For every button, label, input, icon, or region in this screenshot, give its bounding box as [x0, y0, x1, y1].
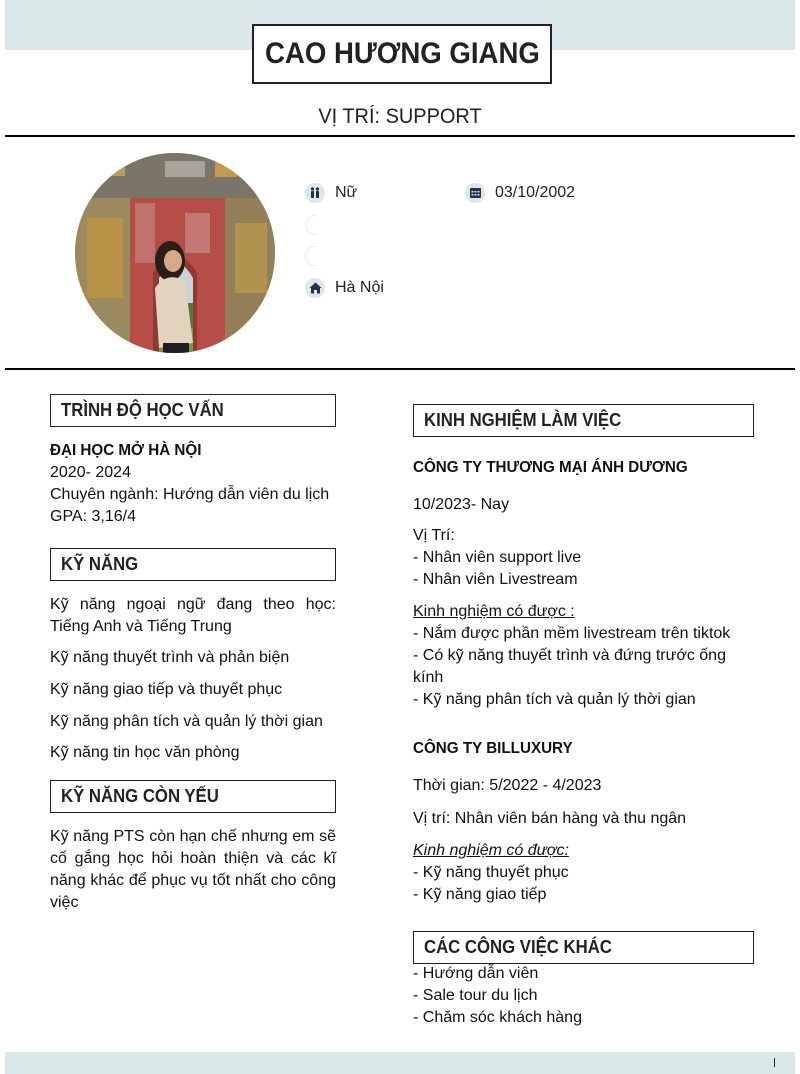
- education-years: 2020- 2024: [50, 464, 131, 481]
- address-value: Hà Nội: [335, 279, 384, 296]
- page-marker: [774, 1058, 775, 1067]
- gained-item: - Kỹ năng phân tích và quản lý thời gian: [413, 691, 696, 708]
- blank-icon: [305, 215, 317, 235]
- gained-item: kính: [413, 669, 444, 686]
- skill-item: Kỹ năng giao tiếp và thuyết phục: [50, 681, 283, 698]
- people-icon: [305, 183, 325, 203]
- calendar-icon: [465, 183, 485, 203]
- avatar-photo: [75, 153, 275, 353]
- hidden-row-1: [305, 215, 327, 235]
- hidden-row-2: [305, 246, 327, 266]
- divider-middle: [5, 368, 795, 370]
- education-gpa: GPA: 3,16/4: [50, 508, 136, 525]
- weak-skills-heading: KỸ NĂNG CÒN YẾU: [50, 780, 336, 813]
- gender-value: Nữ: [335, 184, 358, 201]
- footer-band: [5, 1052, 795, 1074]
- avatar: [75, 153, 275, 353]
- education-major: Chuyên ngành: Hướng dẫn viên du lịch: [50, 486, 330, 503]
- skill-item: Kỹ năng tin học văn phòng: [50, 744, 240, 761]
- gender-row: [305, 183, 357, 203]
- gained-item: - Kỹ năng thuyết phục: [413, 864, 569, 881]
- job-position: VỊ TRÍ: SUPPORT: [318, 105, 482, 128]
- job-gained: [413, 601, 730, 711]
- birthday-value: 03/10/2002: [495, 184, 576, 201]
- job-period: Thời gian: 5/2022 - 4/2023: [413, 777, 602, 794]
- job-company: CÔNG TY THƯƠNG MẠI ÁNH DƯƠNG: [413, 459, 688, 476]
- gained-item: - Có kỹ năng thuyết trình và đứng trước ống: [413, 647, 726, 664]
- job-roles: Vị Trí: - Nhân viên support live - Nhân viên Livestream: [413, 525, 581, 591]
- name-box: [252, 24, 552, 84]
- other-jobs-heading: CÁC CÔNG VIỆC KHÁC: [413, 931, 754, 964]
- education-body: [50, 440, 340, 528]
- job-gained: [413, 840, 569, 906]
- other-job-item: - Hướng dẫn viên: [413, 965, 539, 982]
- gained-label: Kinh nghiệm có được :: [413, 603, 575, 620]
- divider-top: [5, 135, 795, 137]
- gained-item: - Kỹ năng giao tiếp: [413, 886, 547, 903]
- job-role: Vị trí: Nhân viên bán hàng và thu ngân: [413, 810, 687, 827]
- other-job-item: - Sale tour du lịch: [413, 987, 538, 1004]
- skill-item: Kỹ năng ngoại ngữ đang theo học: Tiếng Anh và Tiếng Trung: [50, 596, 336, 635]
- other-jobs-list: [413, 963, 582, 1029]
- gained-label: Kinh nghiệm có được:: [413, 842, 569, 859]
- job-role: - Nhân viên Livestream: [413, 571, 578, 588]
- candidate-name: CAO HƯƠNG GIANG: [264, 37, 540, 70]
- experience-heading: KINH NGHIỆM LÀM VIỆC: [413, 404, 754, 437]
- blank-icon: [305, 246, 317, 266]
- job-role: - Nhân viên support live: [413, 549, 582, 566]
- job-period: 10/2023- Nay: [413, 496, 510, 513]
- skill-item: Kỹ năng phân tích và quản lý thời gian: [50, 713, 323, 730]
- skill-item: Kỹ năng thuyết trình và phản biện: [50, 649, 290, 666]
- other-job-item: - Chăm sóc khách hàng: [413, 1009, 582, 1026]
- weak-skills-text: Kỹ năng PTS còn hạn chế nhưng em sẽ cố gắng học hỏi hoàn thiện và các kĩ năng khác để phục vụ tốt nhất cho công việc: [50, 828, 336, 911]
- birthday-row: [465, 183, 575, 203]
- home-icon: [305, 278, 325, 298]
- education-heading: TRÌNH ĐỘ HỌC VẤN: [50, 394, 336, 427]
- skills-heading: KỸ NĂNG: [50, 548, 336, 581]
- school-name: ĐẠI HỌC MỞ HÀ NỘI: [50, 442, 202, 459]
- address-row: [305, 278, 384, 298]
- gained-item: - Nắm được phần mềm livestream trên tiktok: [413, 625, 731, 642]
- job-company: CÔNG TY BILLUXURY: [413, 740, 573, 757]
